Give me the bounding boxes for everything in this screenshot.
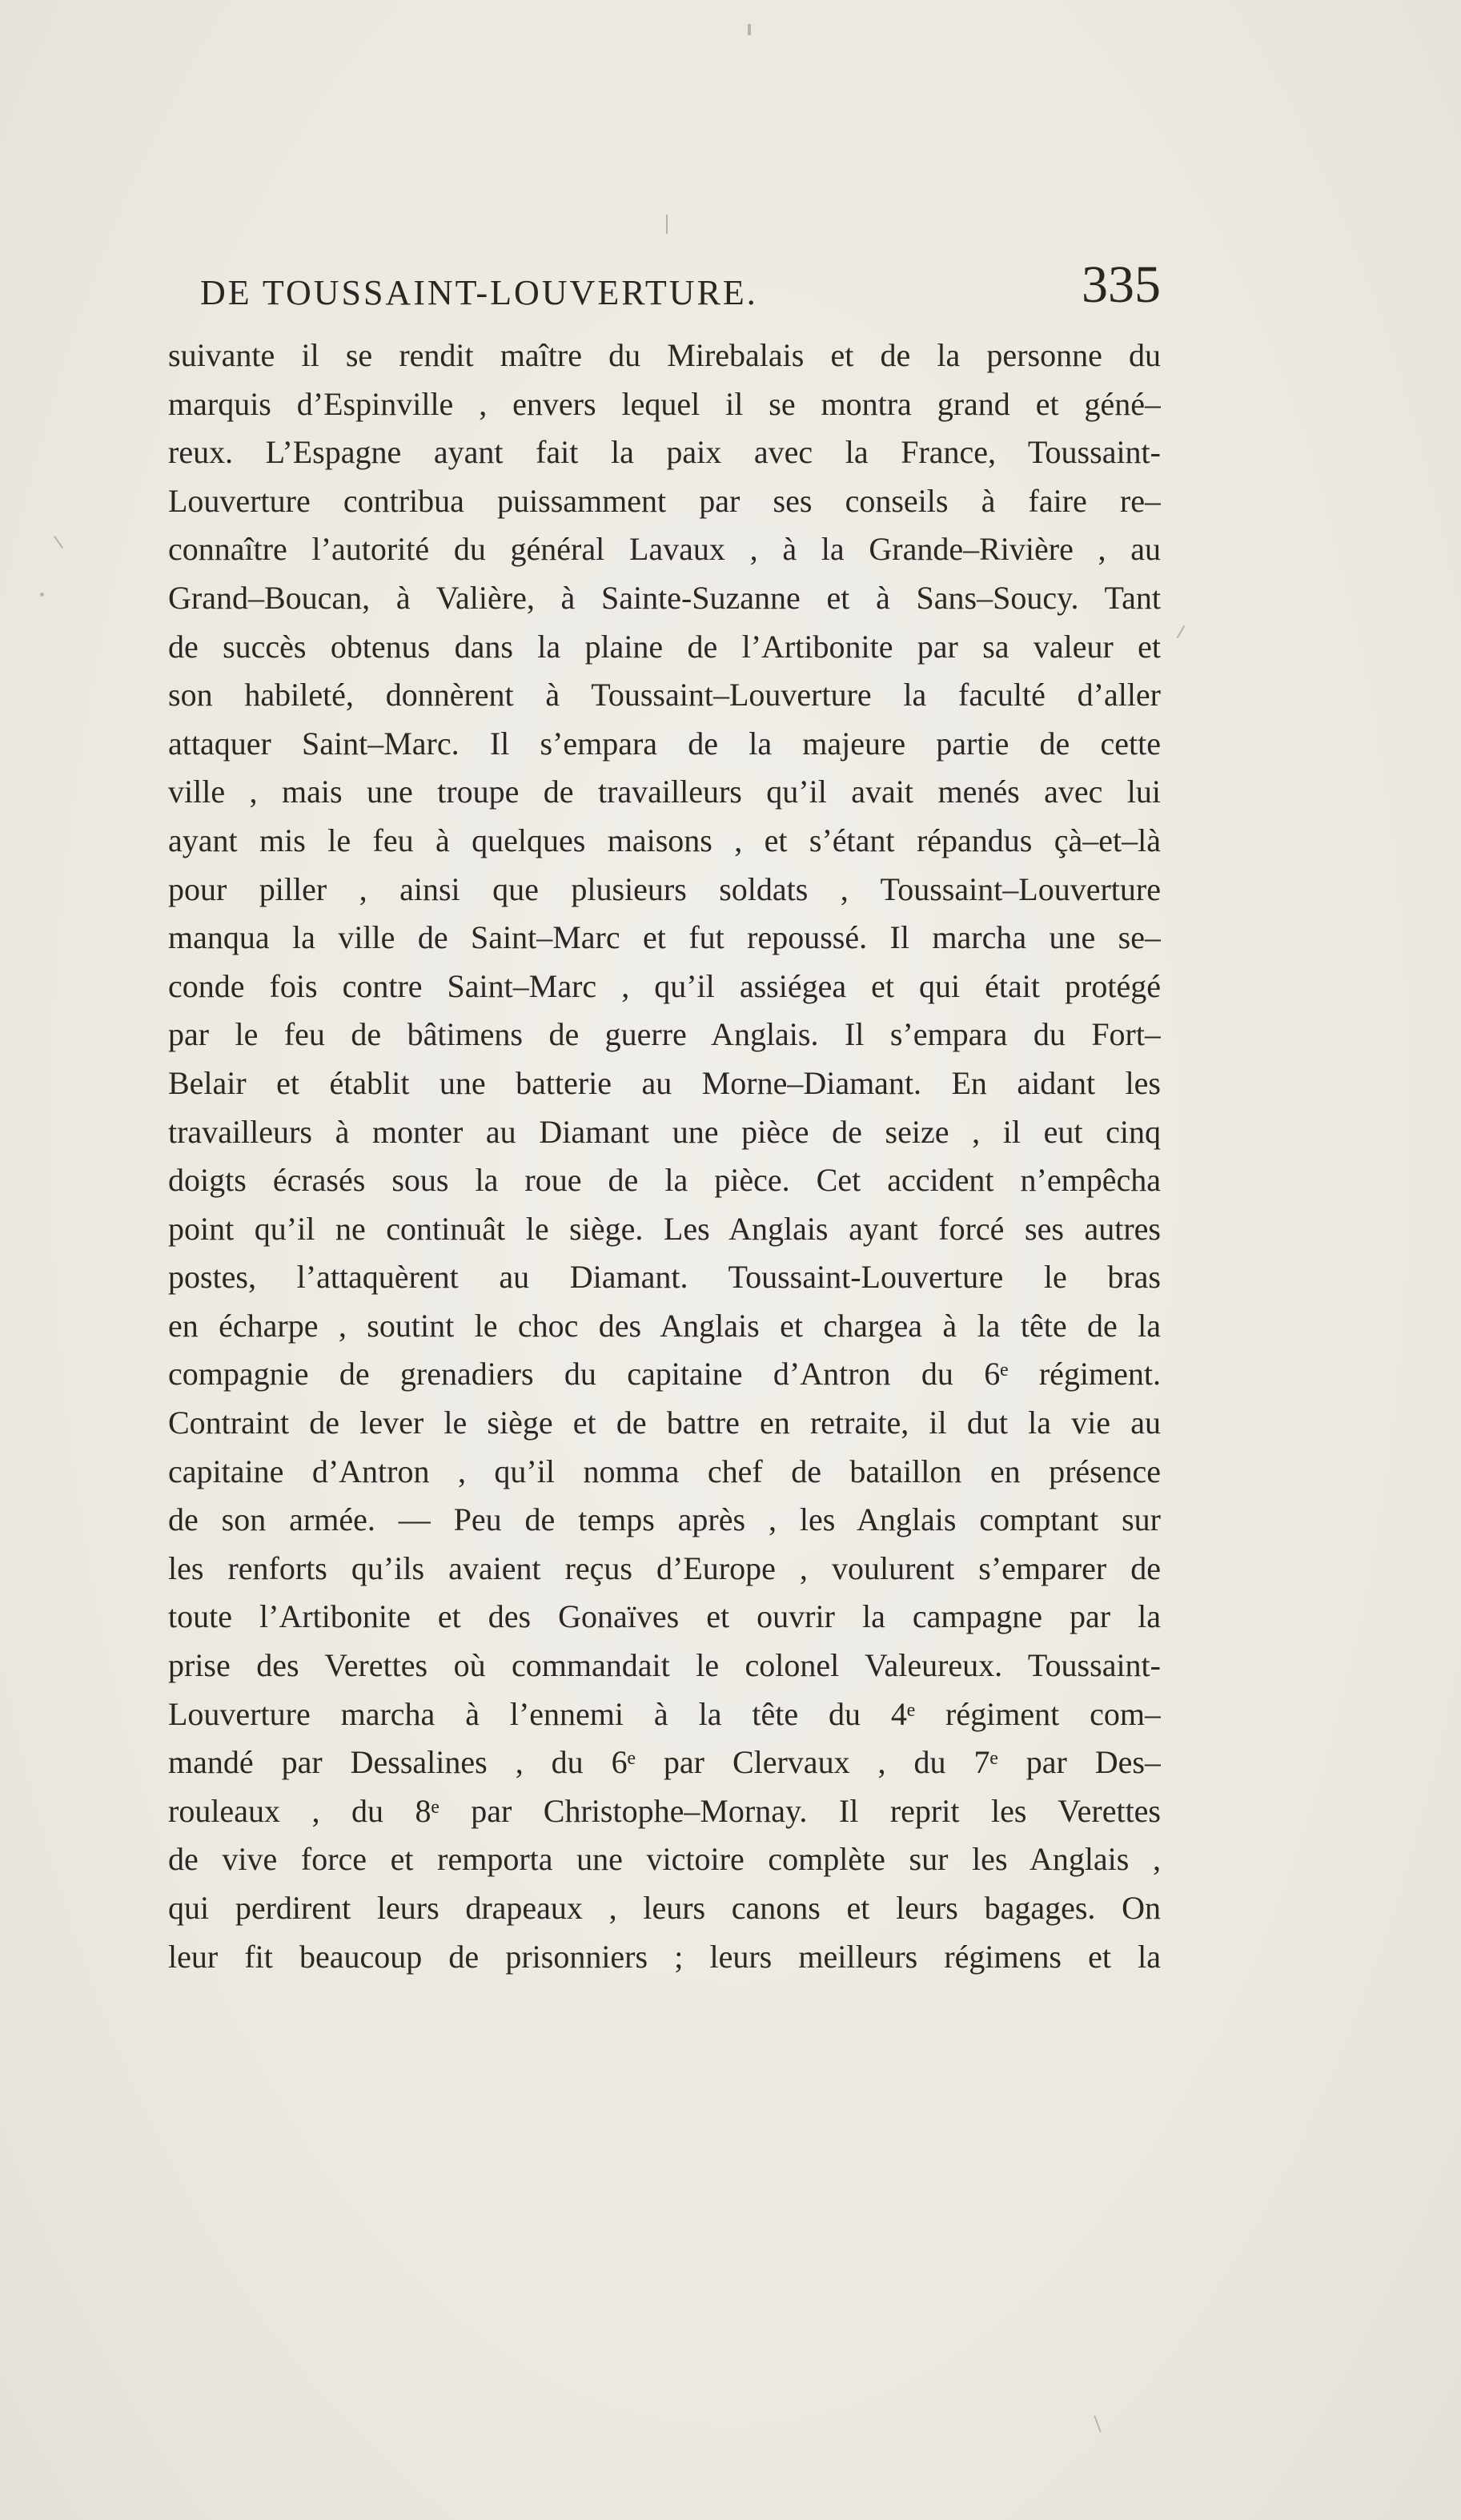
text-line: point qu’il ne continuât le siège. Les Anglais ayant forcé ses autres: [168, 1210, 1161, 1247]
text-line: par le feu de bâtimens de guerre Anglais. Il s’empara du Fort–: [168, 1016, 1161, 1053]
text-line: manqua la ville de Saint–Marc et fut repoussé. Il marcha une se–: [168, 919, 1161, 956]
text-line: marquis d’Espinville , envers lequel il se montra grand et géné–: [168, 385, 1161, 422]
text-line: de vive force et remporta une victoire complète sur les Anglais ,: [168, 1841, 1161, 1878]
text-line: suivante il se rendit maître du Mirebalais et de la personne du: [168, 337, 1161, 373]
text-line: conde fois contre Saint–Marc , qu’il assiégea et qui était protégé: [168, 967, 1161, 1004]
text-line: rouleaux , du 8ᵉ par Christophe–Mornay. Il reprit les Verettes: [168, 1792, 1161, 1829]
text-line: attaquer Saint–Marc. Il s’empara de la majeure partie de cette: [168, 725, 1161, 762]
text-line: les renforts qu’ils avaient reçus d’Europe , voulurent s’emparer de: [168, 1549, 1161, 1586]
text-line: compagnie de grenadiers du capitaine d’Antron du 6ᵉ régiment.: [168, 1356, 1161, 1393]
text-line: Louverture marcha à l’ennemi à la tête du 4ᵉ régiment com–: [168, 1695, 1161, 1732]
scan-speck: [748, 24, 751, 35]
text-line: ayant mis le feu à quelques maisons , et s’étant répandus çà–et–là: [168, 822, 1161, 858]
text-line: reux. L’Espagne ayant fait la paix avec la France, Toussaint-: [168, 434, 1161, 471]
text-line: leur fit beaucoup de prisonniers ; leurs meilleurs régimens et la: [168, 1938, 1161, 1975]
scan-speck: [40, 593, 44, 597]
text-line: Louverture contribua puissamment par ses conseils à faire re–: [168, 482, 1161, 519]
page-number: 335: [1082, 255, 1161, 314]
text-line: mandé par Dessalines , du 6ᵉ par Clervaux , du 7ᵉ par Des–: [168, 1744, 1161, 1781]
text-line: ville , mais une troupe de travailleurs qu’il avait menés avec lui: [168, 774, 1161, 810]
text-line: prise des Verettes où commandait le colonel Valeureux. Toussaint-: [168, 1647, 1161, 1684]
text-line: son habileté, donnèrent à Toussaint–Louverture la faculté d’aller: [168, 677, 1161, 713]
text-line: connaître l’autorité du général Lavaux , à la Grande–Rivière , au: [168, 531, 1161, 568]
text-line: Contraint de lever le siège et de battre en retraite, il dut la vie au: [168, 1405, 1161, 1441]
scan-speck: [666, 215, 668, 234]
text-line: en écharpe , soutint le choc des Anglais et chargea à la tête de la: [168, 1307, 1161, 1344]
body-text: [168, 332, 1161, 1981]
text-line: pour piller , ainsi que plusieurs soldats , Toussaint–Louverture: [168, 870, 1161, 907]
text-line: toute l’Artibonite et des Gonaïves et ouvrir la campagne par la: [168, 1598, 1161, 1635]
text-line: qui perdirent leurs drapeaux , leurs canons et leurs bagages. On: [168, 1890, 1161, 1926]
text-line: capitaine d’Antron , qu’il nomma chef de bataillon en présence: [168, 1453, 1161, 1489]
text-line: de son armée. — Peu de temps après , les Anglais comptant sur: [168, 1501, 1161, 1538]
text-line: travailleurs à monter au Diamant une pièce de seize , il eut cinq: [168, 1113, 1161, 1150]
running-title: DE TOUSSAINT-LOUVERTURE.: [200, 273, 758, 312]
text-line: de succès obtenus dans la plaine de l’Artibonite par sa valeur et: [168, 628, 1161, 665]
text-line: postes, l’attaquèrent au Diamant. Toussaint-Louverture le bras: [168, 1259, 1161, 1296]
text-line: doigts écrasés sous la roue de la pièce. Cet accident n’empêcha: [168, 1162, 1161, 1199]
text-line: Grand–Boucan, à Valière, à Sainte-Suzanne et à Sans–Soucy. Tant: [168, 579, 1161, 616]
text-line: Belair et établit une batterie au Morne–Diamant. En aidant les: [168, 1064, 1161, 1101]
